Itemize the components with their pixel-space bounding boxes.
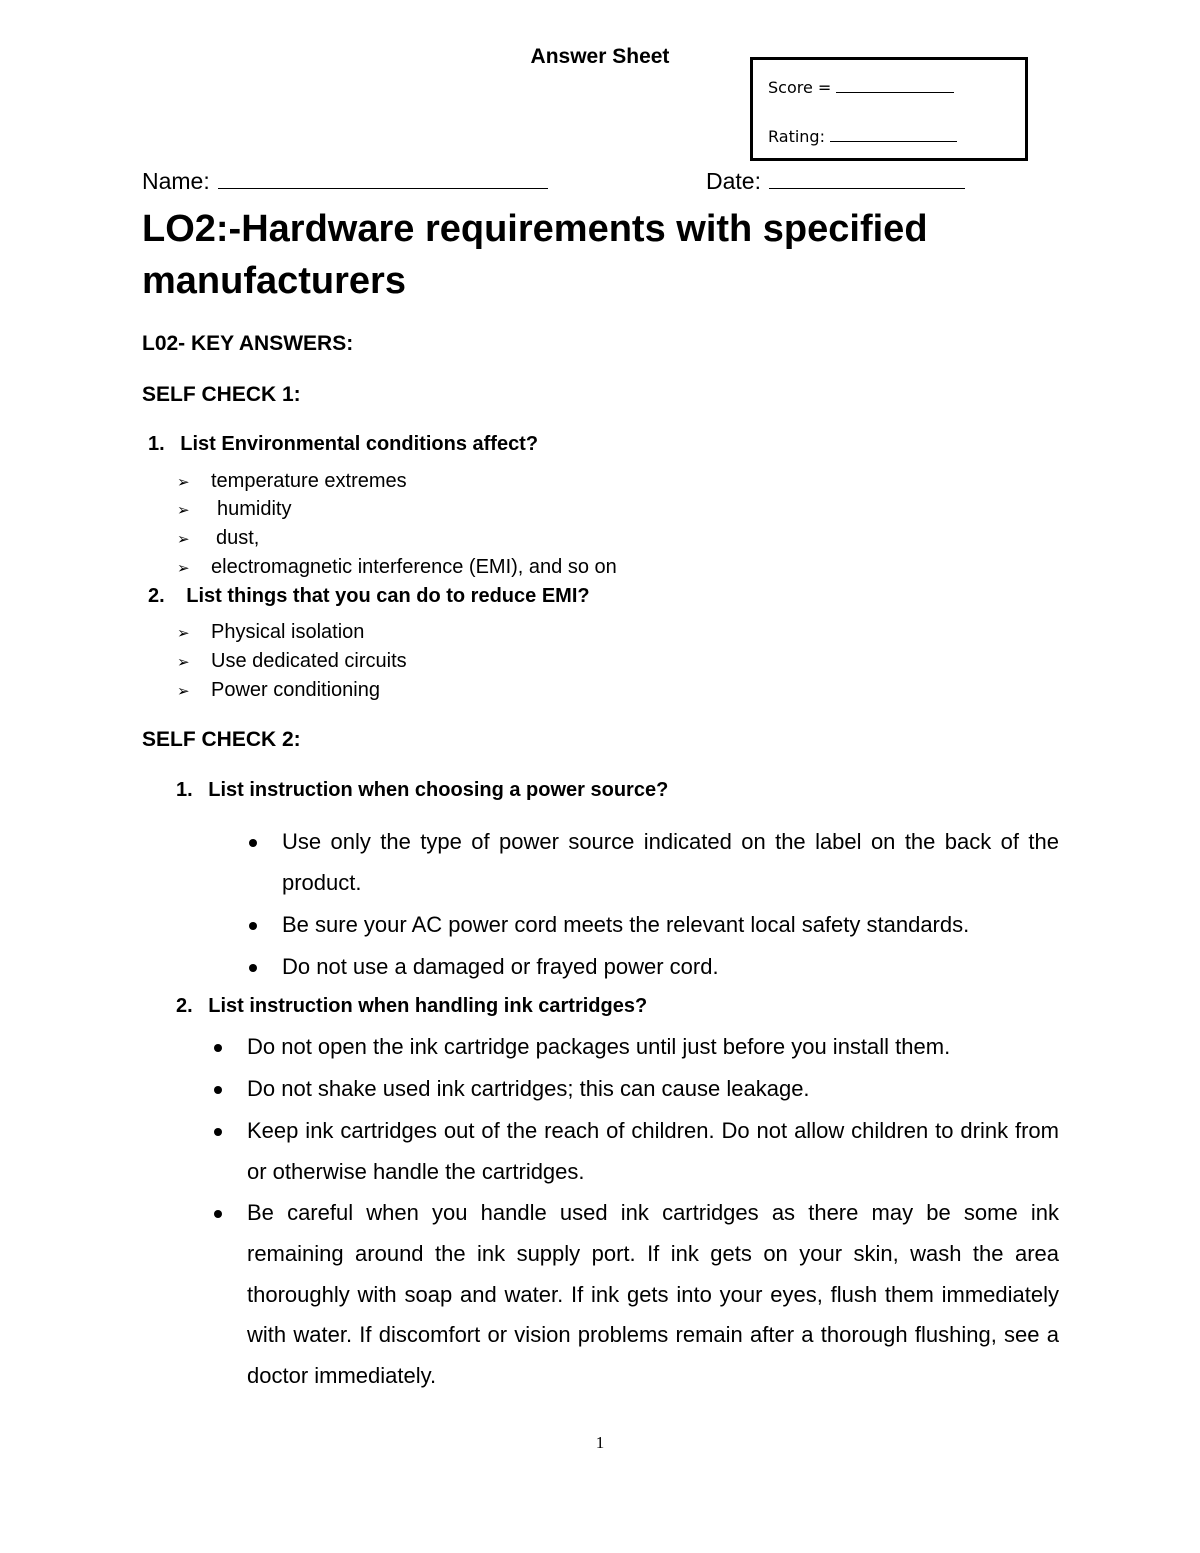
date-blank bbox=[769, 166, 965, 189]
score-label: Score = bbox=[768, 78, 832, 97]
score-box bbox=[750, 57, 1028, 161]
self-check-1-heading: SELF CHECK 1: bbox=[142, 383, 301, 406]
list-item: ➢ Physical isolation bbox=[177, 621, 365, 643]
name-blank bbox=[218, 166, 548, 189]
main-title-line-2: manufacturers bbox=[142, 260, 406, 302]
date-label: Date: bbox=[706, 168, 761, 194]
list-item: Be sure your AC power cord meets the relevant local safety standards. bbox=[282, 912, 970, 937]
question-text: List instruction when choosing a power source? bbox=[208, 779, 669, 801]
question-text: List Environmental conditions affect? bbox=[180, 433, 539, 455]
sc1-question-2 bbox=[148, 585, 590, 608]
question-text: List things that you can do to reduce EMI? bbox=[186, 585, 590, 607]
question-number: 1. bbox=[176, 779, 193, 801]
arrow-bullet-icon: ➢ bbox=[177, 531, 190, 548]
arrow-bullet-icon: ➢ bbox=[177, 654, 190, 671]
arrow-bullet-icon: ➢ bbox=[177, 625, 190, 642]
score-field bbox=[768, 78, 954, 97]
list-item: Do not use a damaged or frayed power cord. bbox=[282, 954, 719, 979]
arrow-bullet-icon: ➢ bbox=[177, 683, 190, 700]
list-item: ➢ temperature extremes bbox=[177, 470, 407, 492]
sc2-question-2 bbox=[176, 995, 647, 1018]
bullet-icon bbox=[249, 964, 257, 972]
key-answers-heading: L02- KEY ANSWERS: bbox=[142, 332, 354, 355]
page-number: 1 bbox=[595, 1433, 605, 1452]
date-field bbox=[706, 166, 965, 195]
bullet-icon bbox=[214, 1210, 222, 1218]
list-item: Do not shake used ink cartridges; this can cause leakage. bbox=[247, 1076, 810, 1101]
question-number: 2. bbox=[148, 585, 165, 607]
name-label: Name: bbox=[142, 168, 210, 194]
list-item: ➢ Power conditioning bbox=[177, 679, 380, 701]
list-item: Keep ink cartridges out of the reach of children. Do not allow children to drink from or otherwise handle the cartridges. bbox=[247, 1118, 1059, 1184]
question-number: 1. bbox=[148, 433, 165, 455]
question-number: 2. bbox=[176, 995, 193, 1017]
main-title-line-1: LO2:-Hardware requirements with specified bbox=[142, 208, 928, 250]
sc2-question-1 bbox=[176, 779, 668, 802]
list-item: Do not open the ink cartridge packages until just before you install them. bbox=[247, 1034, 951, 1059]
bullet-icon bbox=[214, 1044, 222, 1052]
bullet-icon bbox=[249, 839, 257, 847]
question-text: List instruction when handling ink cartridges? bbox=[208, 995, 648, 1017]
arrow-bullet-icon: ➢ bbox=[177, 560, 190, 577]
bullet-icon bbox=[249, 922, 257, 930]
rating-field bbox=[768, 127, 957, 146]
name-field bbox=[142, 166, 548, 195]
list-item: ➢ electromagnetic interference (EMI), and so on bbox=[177, 556, 617, 578]
list-item: ➢ dust, bbox=[177, 527, 260, 549]
list-item: Be careful when you handle used ink cartridges as there may be some ink remaining around the ink supply port. If ink gets on your skin, wash the area thoroughly with soap and water. If ink gets into your eyes, flush them immediately with water. If discomfort or vision problems remain after a thorough flushing, see a doctor immediately. bbox=[247, 1200, 1059, 1389]
list-item: ➢ Use dedicated circuits bbox=[177, 650, 407, 672]
list-item: ➢ humidity bbox=[177, 498, 292, 520]
answer-sheet-title: Answer Sheet bbox=[530, 45, 670, 68]
bullet-icon bbox=[214, 1086, 222, 1094]
list-item: Use only the type of power source indicated on the label on the back of the product. bbox=[282, 829, 1059, 895]
bullet-icon bbox=[214, 1128, 222, 1136]
arrow-bullet-icon: ➢ bbox=[177, 502, 190, 519]
rating-label: Rating: bbox=[768, 127, 825, 146]
arrow-bullet-icon: ➢ bbox=[177, 474, 190, 491]
rating-blank bbox=[830, 127, 957, 142]
self-check-2-heading: SELF CHECK 2: bbox=[142, 728, 301, 751]
sc1-question-1 bbox=[148, 433, 538, 456]
score-blank bbox=[836, 78, 954, 93]
